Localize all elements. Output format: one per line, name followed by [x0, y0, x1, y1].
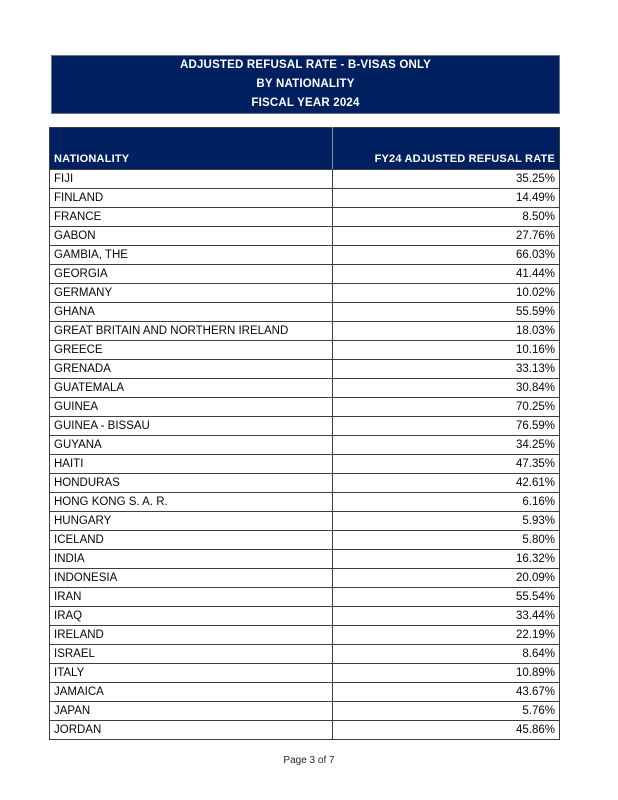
refusal-rate-cell: 10.16% [333, 341, 560, 360]
nationality-cell: INDIA [50, 550, 333, 569]
table-row [50, 664, 560, 683]
refusal-rate-cell: 5.76% [333, 702, 560, 721]
table-row [50, 284, 560, 303]
refusal-rate-table [49, 127, 560, 740]
refusal-rate-cell: 41.44% [333, 265, 560, 284]
nationality-cell: GHANA [50, 303, 333, 322]
column-header-nationality: NATIONALITY [50, 128, 333, 170]
table-row [50, 531, 560, 550]
table-row [50, 607, 560, 626]
refusal-rate-cell: 20.09% [333, 569, 560, 588]
table-row [50, 512, 560, 531]
nationality-cell: IRAN [50, 588, 333, 607]
refusal-rate-cell: 8.50% [333, 208, 560, 227]
nationality-cell: GUYANA [50, 436, 333, 455]
nationality-cell: GRENADA [50, 360, 333, 379]
nationality-cell: GREECE [50, 341, 333, 360]
table-row [50, 550, 560, 569]
table-row [50, 417, 560, 436]
refusal-rate-cell: 14.49% [333, 189, 560, 208]
nationality-cell: FIJI [50, 170, 333, 189]
table-row [50, 702, 560, 721]
table-row [50, 322, 560, 341]
nationality-cell: GABON [50, 227, 333, 246]
refusal-rate-cell: 34.25% [333, 436, 560, 455]
nationality-cell: IRELAND [50, 626, 333, 645]
refusal-rate-cell: 6.16% [333, 493, 560, 512]
refusal-rate-cell: 43.67% [333, 683, 560, 702]
nationality-cell: HAITI [50, 455, 333, 474]
refusal-rate-cell: 30.84% [333, 379, 560, 398]
table-row [50, 683, 560, 702]
table-row [50, 493, 560, 512]
table-row [50, 721, 560, 740]
refusal-rate-cell: 42.61% [333, 474, 560, 493]
nationality-cell: ITALY [50, 664, 333, 683]
refusal-rate-cell: 22.19% [333, 626, 560, 645]
refusal-rate-cell: 5.93% [333, 512, 560, 531]
refusal-rate-cell: 16.32% [333, 550, 560, 569]
table-row [50, 189, 560, 208]
refusal-rate-cell: 35.25% [333, 170, 560, 189]
nationality-cell: GUINEA - BISSAU [50, 417, 333, 436]
nationality-cell: JAPAN [50, 702, 333, 721]
column-header-refusal-rate: FY24 ADJUSTED REFUSAL RATE [333, 128, 560, 170]
refusal-rate-cell: 66.03% [333, 246, 560, 265]
refusal-rate-cell: 18.03% [333, 322, 560, 341]
table-body [50, 170, 560, 740]
table-row [50, 398, 560, 417]
table-row [50, 474, 560, 493]
nationality-cell: JORDAN [50, 721, 333, 740]
refusal-rate-cell: 55.54% [333, 588, 560, 607]
table-row [50, 341, 560, 360]
table-row [50, 569, 560, 588]
nationality-cell: GUATEMALA [50, 379, 333, 398]
table-row [50, 265, 560, 284]
page-number-footer: Page 3 of 7 [283, 755, 335, 766]
refusal-rate-cell: 55.59% [333, 303, 560, 322]
table-row [50, 436, 560, 455]
nationality-cell: ICELAND [50, 531, 333, 550]
nationality-cell: JAMAICA [50, 683, 333, 702]
refusal-rate-cell: 10.89% [333, 664, 560, 683]
refusal-rate-cell: 27.76% [333, 227, 560, 246]
refusal-rate-cell: 45.86% [333, 721, 560, 740]
report-title-line-3: FISCAL YEAR 2024 [251, 97, 360, 109]
table-row [50, 645, 560, 664]
refusal-rate-cell: 47.35% [333, 455, 560, 474]
nationality-cell: HONDURAS [50, 474, 333, 493]
refusal-rate-cell: 76.59% [333, 417, 560, 436]
table-row [50, 379, 560, 398]
nationality-cell: INDONESIA [50, 569, 333, 588]
report-title-line-1: ADJUSTED REFUSAL RATE - B-VISAS ONLY [179, 59, 432, 71]
nationality-cell: IRAQ [50, 607, 333, 626]
table-header-row [50, 128, 560, 170]
refusal-rate-cell: 10.02% [333, 284, 560, 303]
table-row [50, 455, 560, 474]
nationality-cell: HONG KONG S. A. R. [50, 493, 333, 512]
table-row [50, 360, 560, 379]
refusal-rate-cell: 33.13% [333, 360, 560, 379]
nationality-cell: GUINEA [50, 398, 333, 417]
refusal-rate-cell: 33.44% [333, 607, 560, 626]
refusal-rate-cell: 5.80% [333, 531, 560, 550]
nationality-cell: ISRAEL [50, 645, 333, 664]
table-row [50, 227, 560, 246]
table-row [50, 588, 560, 607]
table-row [50, 246, 560, 265]
nationality-cell: FRANCE [50, 208, 333, 227]
nationality-cell: GERMANY [50, 284, 333, 303]
nationality-cell: FINLAND [50, 189, 333, 208]
table-row [50, 303, 560, 322]
table-row [50, 170, 560, 189]
table-row [50, 208, 560, 227]
nationality-cell: GEORGIA [50, 265, 333, 284]
nationality-cell: GAMBIA, THE [50, 246, 333, 265]
refusal-rate-cell: 8.64% [333, 645, 560, 664]
report-title-line-2: BY NATIONALITY [256, 78, 355, 90]
nationality-cell: GREAT BRITAIN AND NORTHERN IRELAND [50, 322, 333, 341]
refusal-rate-cell: 70.25% [333, 398, 560, 417]
table-row [50, 626, 560, 645]
nationality-cell: HUNGARY [50, 512, 333, 531]
report-title-banner [51, 55, 560, 114]
